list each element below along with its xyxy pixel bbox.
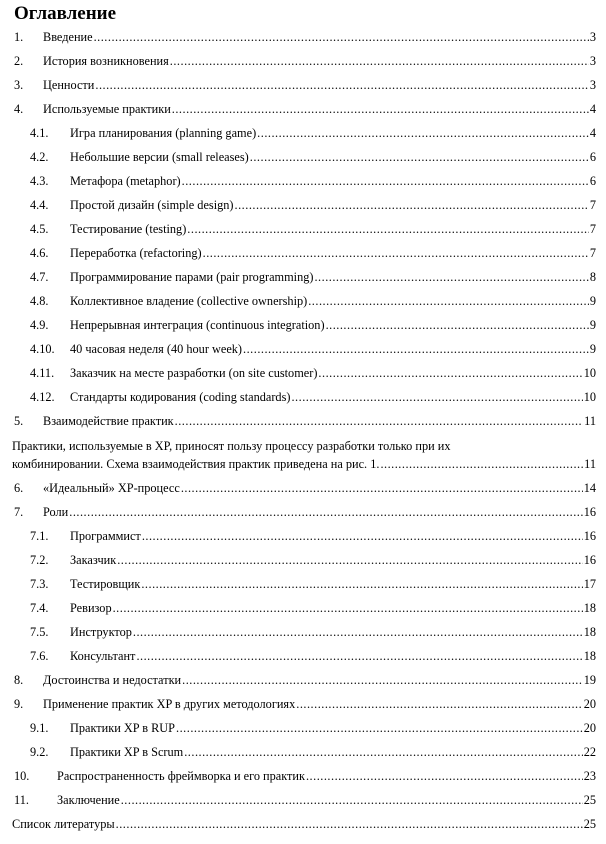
table-of-contents: [0, 29, 606, 840]
toc-entry-title: Ценности: [43, 78, 95, 92]
toc-entry-title: Небольшие версии (small releases): [70, 150, 249, 164]
toc-entry-number: 4.2.: [30, 150, 49, 164]
toc-entry-page: 7: [589, 222, 596, 236]
dot-leader: [69, 504, 582, 520]
dot-leader: [326, 317, 589, 333]
toc-entry-title: Стандарты кодирования (coding standards): [70, 390, 291, 404]
toc-entry-title: Непрерывная интеграция (continuous integration): [70, 318, 325, 332]
toc-entry-title: Используемые практики: [43, 102, 171, 116]
toc-entry-number: 9.1.: [30, 721, 49, 735]
toc-entry-number: 4.8.: [30, 294, 49, 308]
toc-entry-number: 4.: [14, 102, 24, 116]
toc-entry[interactable]: [0, 528, 606, 552]
toc-entry[interactable]: [0, 389, 606, 413]
toc-entry-number: 4.9.: [30, 318, 49, 332]
toc-entry-page: 25: [583, 817, 596, 831]
toc-entry[interactable]: [0, 696, 606, 720]
toc-entry-page: 18: [583, 625, 596, 639]
toc-entry[interactable]: [0, 816, 606, 840]
toc-entry-title: Практики XP в Scrum: [70, 745, 184, 759]
dot-leader: [116, 816, 583, 832]
toc-entry-number: 4.3.: [30, 174, 49, 188]
toc-entry-title: Инструктор: [70, 625, 132, 639]
toc-entry[interactable]: [0, 720, 606, 744]
toc-entry-page: 23: [583, 769, 596, 783]
toc-entry[interactable]: [0, 480, 606, 504]
toc-entry[interactable]: [0, 768, 606, 792]
dot-leader: [235, 197, 589, 213]
toc-entry-number: 1.: [14, 30, 24, 44]
toc-entry-page: 16: [583, 529, 596, 543]
toc-entry-title: Распространенность фреймворка и его практик: [57, 769, 305, 783]
toc-entry[interactable]: [0, 552, 606, 576]
toc-entry-title: «Идеальный» XP-процесс: [43, 481, 180, 495]
dot-leader: [308, 293, 589, 309]
toc-entry-number: 7.1.: [30, 529, 49, 543]
toc-entry[interactable]: [0, 149, 606, 173]
toc-entry[interactable]: [0, 125, 606, 149]
toc-entry-title: Взаимодействие практик: [43, 414, 174, 428]
toc-entry-page: 18: [583, 649, 596, 663]
toc-entry-number: 4.7.: [30, 270, 49, 284]
toc-entry[interactable]: [0, 744, 606, 768]
toc-entry[interactable]: [0, 77, 606, 101]
toc-entry[interactable]: [0, 101, 606, 125]
toc-entry-page: 11: [584, 414, 596, 428]
dot-leader: [182, 173, 589, 189]
toc-entry-title: Метафора (metaphor): [70, 174, 181, 188]
toc-entry-page: 3: [589, 78, 596, 92]
toc-entry-number: 6.: [14, 481, 24, 495]
toc-entry[interactable]: [0, 221, 606, 245]
toc-entry-page: 4: [589, 102, 596, 116]
toc-entry-title: комбинировании. Схема взаимодействия практик приведена на рис. 1.: [12, 457, 380, 471]
toc-entry-page: 4: [589, 126, 596, 140]
dot-leader: [291, 389, 582, 405]
dot-leader: [380, 455, 583, 473]
toc-entry-number: 5.: [14, 414, 24, 428]
toc-entry-page: 18: [583, 601, 596, 615]
toc-entry-title: Ревизор: [70, 601, 112, 615]
toc-entry-page: 16: [583, 553, 596, 567]
dot-leader: [250, 149, 589, 165]
toc-entry-page: 19: [583, 673, 596, 687]
toc-entry[interactable]: [0, 672, 606, 696]
toc-entry-title: Список литературы: [12, 817, 115, 831]
toc-entry-page: 7: [589, 246, 596, 260]
toc-entry-title: Программирование парами (pair programming): [70, 270, 314, 284]
dot-leader: [176, 720, 583, 736]
toc-entry-number: 3.: [14, 78, 24, 92]
toc-entry-page: 9: [589, 318, 596, 332]
dot-leader: [172, 101, 589, 117]
toc-entry-number: 7.5.: [30, 625, 49, 639]
dot-leader: [306, 768, 583, 784]
toc-entry-page: 14: [583, 481, 596, 495]
toc-entry-page: 6: [589, 150, 596, 164]
toc-entry-title: История возникновения: [43, 54, 169, 68]
toc-entry[interactable]: [0, 245, 606, 269]
dot-leader: [121, 792, 583, 808]
toc-entry-number: 7.2.: [30, 553, 49, 567]
toc-entry-title: Простой дизайн (simple design): [70, 198, 234, 212]
dot-leader: [257, 125, 589, 141]
dot-leader: [187, 221, 589, 237]
dot-leader: [133, 624, 583, 640]
dot-leader: [243, 341, 589, 357]
toc-entry-title: Заказчик на месте разработки (on site customer): [70, 366, 318, 380]
toc-entry-title: Роли: [43, 505, 69, 519]
toc-entry-page: 8: [589, 270, 596, 284]
toc-entry[interactable]: [0, 624, 606, 648]
toc-entry-page: 9: [589, 294, 596, 308]
toc-entry-page: 22: [583, 745, 596, 759]
toc-title: Оглавление: [14, 3, 117, 24]
toc-entry-page: 17: [583, 577, 596, 591]
dot-leader: [170, 53, 589, 69]
toc-entry-number: 4.1.: [30, 126, 49, 140]
dot-leader: [136, 648, 582, 664]
toc-entry-number: 4.10.: [30, 342, 55, 356]
toc-entry[interactable]: [0, 792, 606, 816]
toc-entry-number: 4.5.: [30, 222, 49, 236]
toc-entry-title: Заключение: [57, 793, 120, 807]
dot-leader: [141, 576, 582, 592]
toc-entry[interactable]: [0, 648, 606, 672]
toc-entry-title: 40 часовая неделя (40 hour week): [70, 342, 243, 356]
toc-entry-page: 7: [589, 198, 596, 212]
dot-leader: [182, 672, 583, 688]
dot-leader: [203, 245, 589, 261]
dot-leader: [95, 77, 588, 93]
toc-entry[interactable]: [0, 365, 606, 389]
toc-entry-number: 9.2.: [30, 745, 49, 759]
toc-entry[interactable]: [0, 504, 606, 528]
dot-leader: [181, 480, 583, 496]
toc-entry-title: Программист: [70, 529, 141, 543]
toc-entry[interactable]: [0, 197, 606, 221]
toc-entry-number: 8.: [14, 673, 24, 687]
toc-entry-number: 4.6.: [30, 246, 49, 260]
toc-entry-page: 9: [589, 342, 596, 356]
toc-entry-title: Введение: [43, 30, 93, 44]
dot-leader: [94, 29, 589, 45]
toc-entry-page: 10: [583, 390, 596, 404]
toc-entry-number: 2.: [14, 54, 24, 68]
toc-entry[interactable]: [0, 29, 606, 53]
toc-entry-number: 4.12.: [30, 390, 55, 404]
toc-entry-line: Практики, используемые в XP, приносят пользу процессу разработки только при их: [12, 439, 451, 453]
toc-entry-title: Игра планирования (planning game): [70, 126, 257, 140]
dot-leader: [318, 365, 582, 381]
toc-entry-title: Консультант: [70, 649, 136, 663]
toc-entry-number: 4.11.: [30, 366, 55, 380]
toc-entry-page: 25: [583, 793, 596, 807]
toc-entry-title: Практики XP в RUP: [70, 721, 176, 735]
toc-entry-number: 4.4.: [30, 198, 49, 212]
toc-entry-title: Применение практик XP в других методологиях: [43, 697, 296, 711]
toc-entry-number: 7.3.: [30, 577, 49, 591]
toc-entry[interactable]: [0, 576, 606, 600]
toc-entry[interactable]: [0, 53, 606, 77]
toc-entry[interactable]: [0, 413, 606, 437]
dot-leader: [142, 528, 583, 544]
dot-leader: [113, 600, 583, 616]
dot-leader: [175, 413, 584, 429]
toc-entry-page: 3: [589, 54, 596, 68]
toc-entry-number: 7.4.: [30, 601, 49, 615]
toc-entry-title: Коллективное владение (collective ownership): [70, 294, 308, 308]
toc-entry-page: 20: [583, 697, 596, 711]
toc-entry-title: Тестировщик: [70, 577, 141, 591]
dot-leader: [184, 744, 582, 760]
toc-entry[interactable]: [0, 341, 606, 365]
toc-entry-page: 11: [584, 457, 596, 471]
toc-entry[interactable]: [0, 293, 606, 317]
toc-entry-number: 11.: [14, 793, 29, 807]
toc-entry-page: 6: [589, 174, 596, 188]
dot-leader: [117, 552, 582, 568]
toc-entry[interactable]: [0, 317, 606, 341]
dot-leader: [296, 696, 582, 712]
dot-leader: [314, 269, 588, 285]
toc-entry-title: Тестирование (testing): [70, 222, 187, 236]
toc-entry-number: 9.: [14, 697, 24, 711]
toc-entry-title: Заказчик: [70, 553, 117, 567]
toc-entry-paragraph[interactable]: [0, 437, 606, 480]
toc-entry-number: 7.6.: [30, 649, 49, 663]
toc-entry[interactable]: [0, 269, 606, 293]
toc-entry[interactable]: [0, 600, 606, 624]
toc-entry[interactable]: [0, 173, 606, 197]
toc-entry-number: 7.: [14, 505, 24, 519]
toc-entry-title: Переработка (refactoring): [70, 246, 202, 260]
toc-entry-number: 10.: [14, 769, 30, 783]
toc-entry-page: 10: [583, 366, 596, 380]
toc-entry-page: 3: [589, 30, 596, 44]
toc-entry-title: Достоинства и недостатки: [43, 673, 182, 687]
toc-entry-page: 20: [583, 721, 596, 735]
toc-entry-page: 16: [583, 505, 596, 519]
